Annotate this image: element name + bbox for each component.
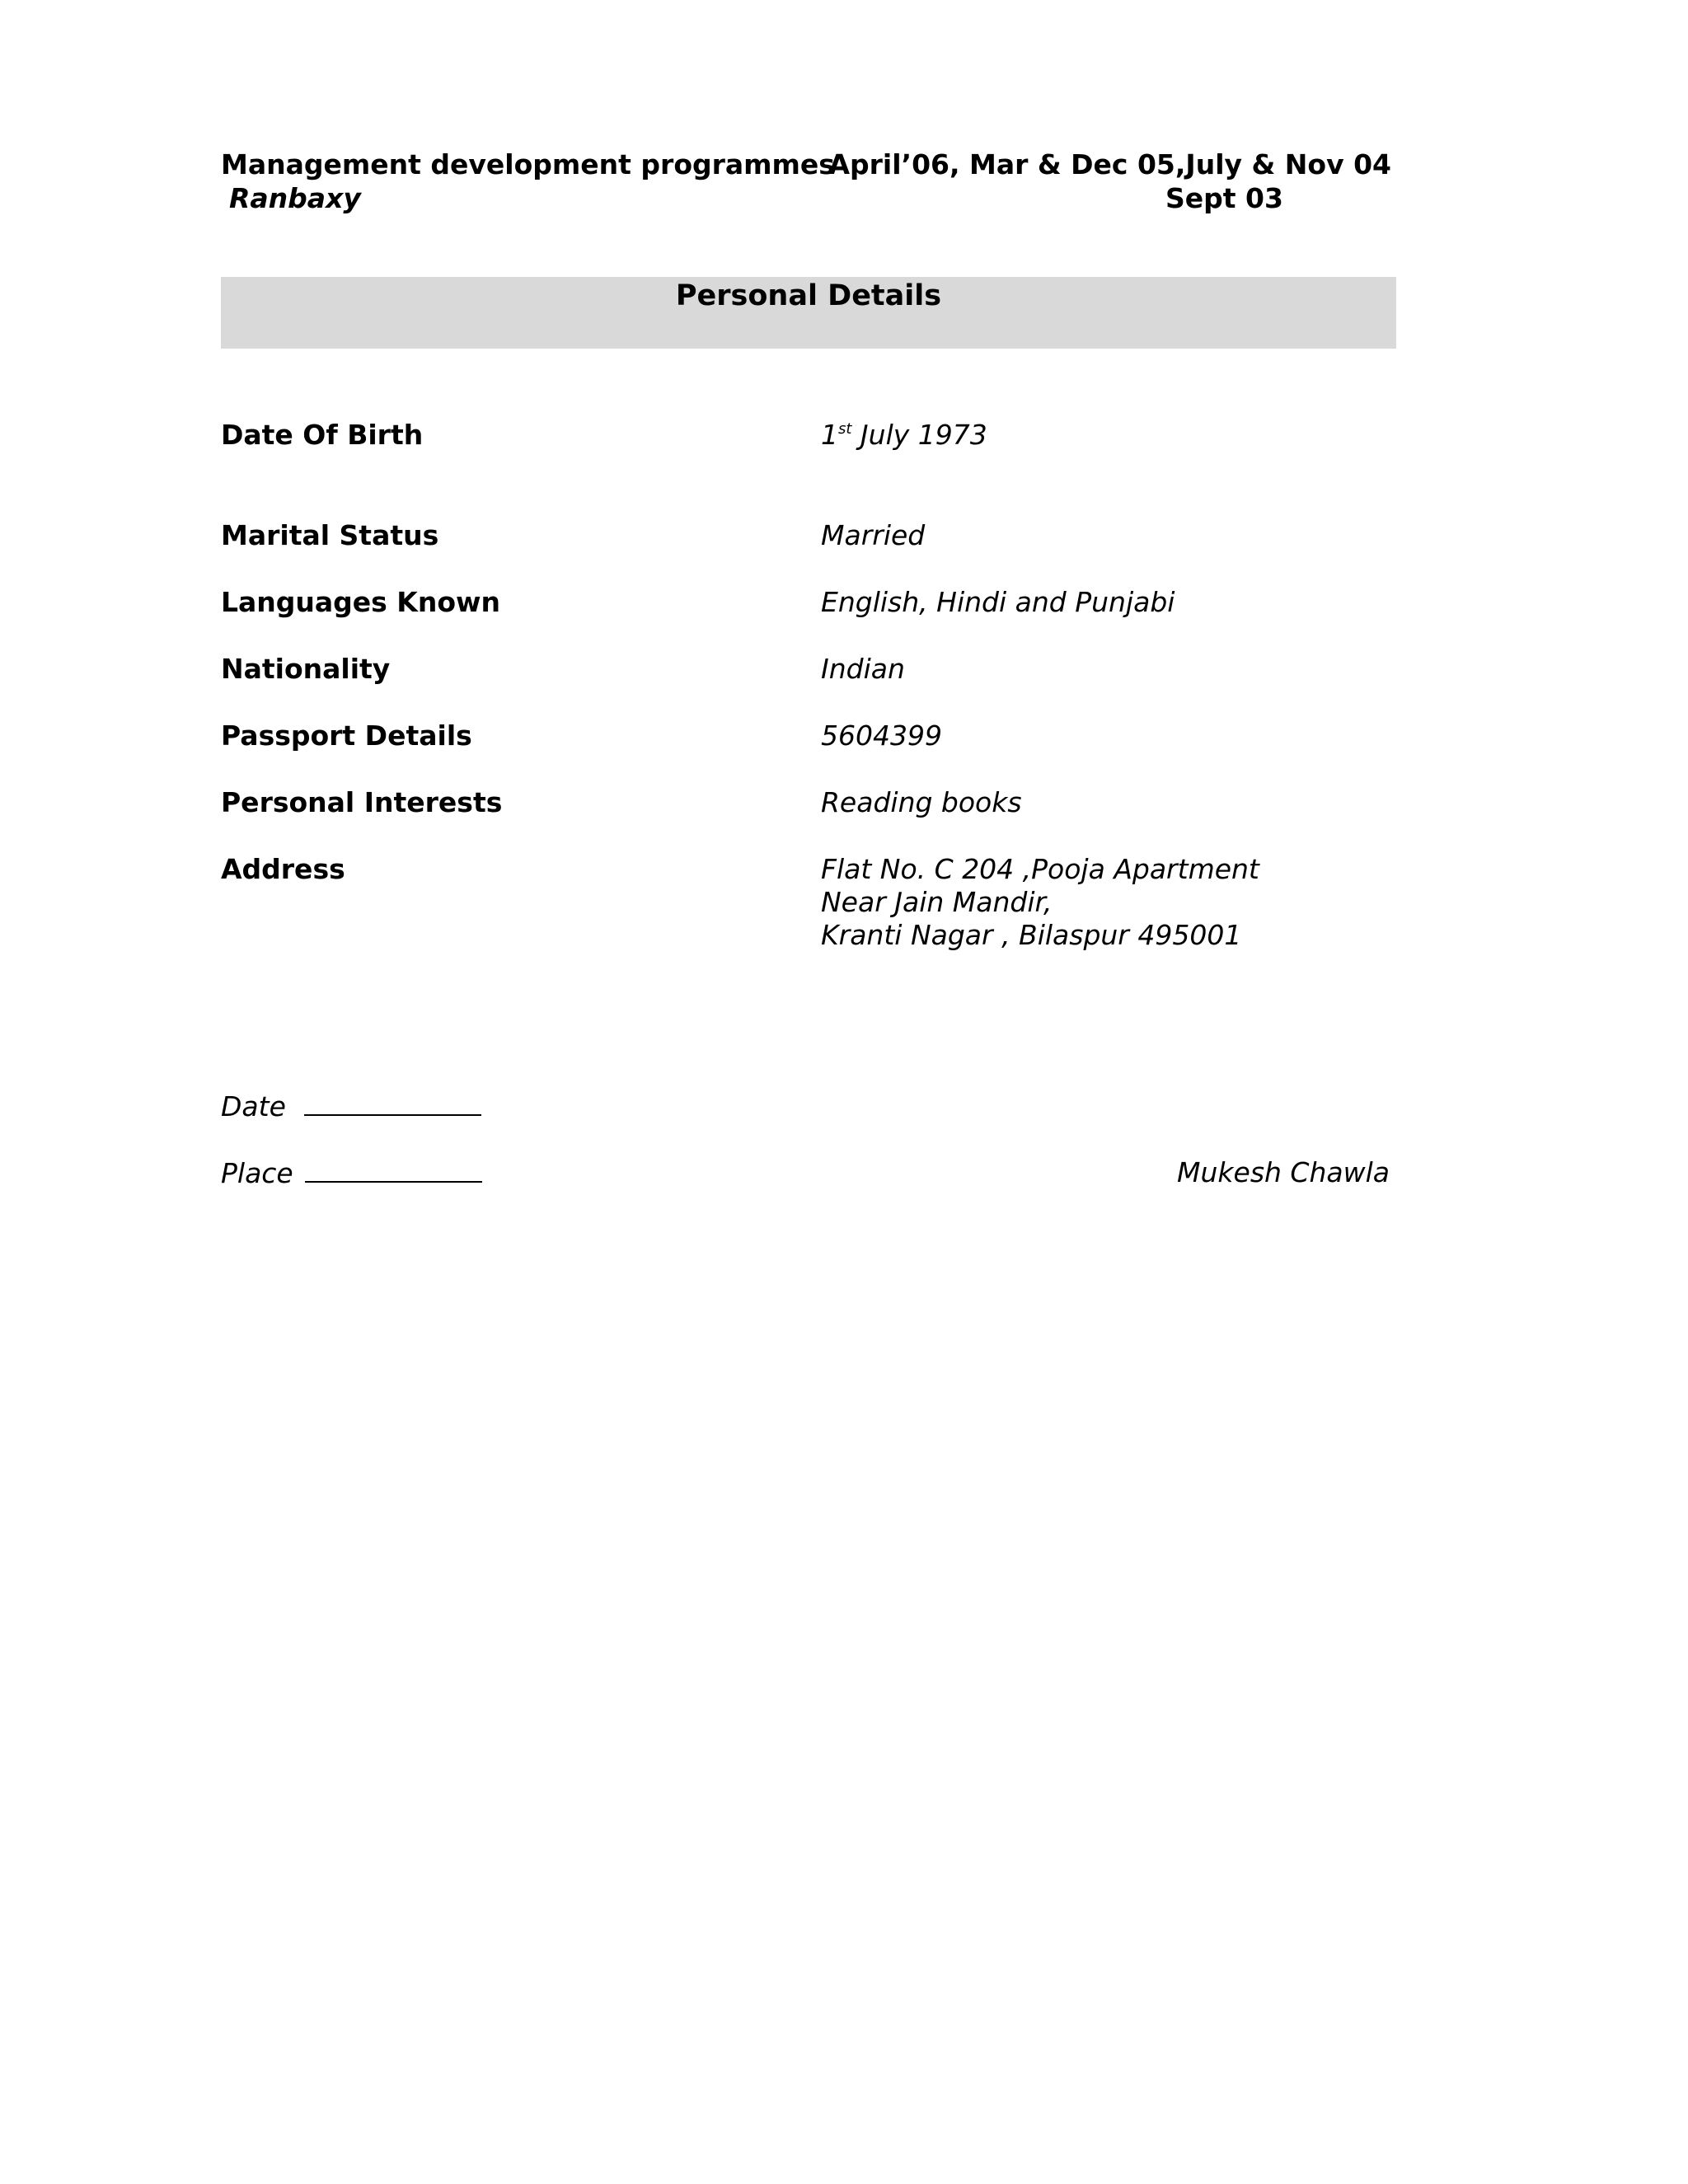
dob-value (821, 419, 987, 452)
languages-label: Languages Known (221, 586, 501, 618)
address-line-3: Kranti Nagar , Bilaspur 495001 (821, 919, 1242, 951)
program-title: Management development programmes (221, 148, 835, 180)
program-dates-line-2: Sept 03 (1165, 182, 1283, 214)
date-label: Date (221, 1090, 286, 1122)
date-field (221, 1090, 481, 1123)
address-value (821, 853, 1259, 952)
program-dates-line-1: April’06, Mar & Dec 05,July & Nov 04 (828, 148, 1391, 180)
dob-suffix: st (838, 420, 852, 438)
signature-name: Mukesh Chawla (1177, 1156, 1390, 1188)
address-label: Address (221, 853, 345, 885)
place-label: Place (221, 1157, 293, 1189)
marital-status-value: Married (821, 519, 926, 551)
nationality-label: Nationality (221, 653, 391, 685)
dob-day: 1 (821, 419, 838, 451)
marital-status-label: Marital Status (221, 519, 439, 551)
place-blank-line (305, 1156, 482, 1183)
section-title: Personal Details (675, 279, 942, 312)
address-line-2: Near Jain Mandir, (821, 886, 1053, 918)
interests-value: Reading books (821, 786, 1022, 818)
date-blank-line (304, 1090, 481, 1116)
place-field (221, 1156, 482, 1190)
nationality-value: Indian (821, 653, 905, 685)
dob-label: Date Of Birth (221, 419, 424, 451)
address-line-1: Flat No. C 204 ,Pooja Apartment (821, 853, 1259, 885)
interests-label: Personal Interests (221, 786, 503, 818)
passport-value: 5604399 (821, 719, 942, 752)
passport-label: Passport Details (221, 719, 472, 752)
section-header-band (221, 277, 1396, 349)
languages-value: English, Hindi and Punjabi (821, 586, 1175, 618)
dob-month-year: July 1973 (851, 419, 987, 451)
company-name: Ranbaxy (229, 182, 361, 214)
